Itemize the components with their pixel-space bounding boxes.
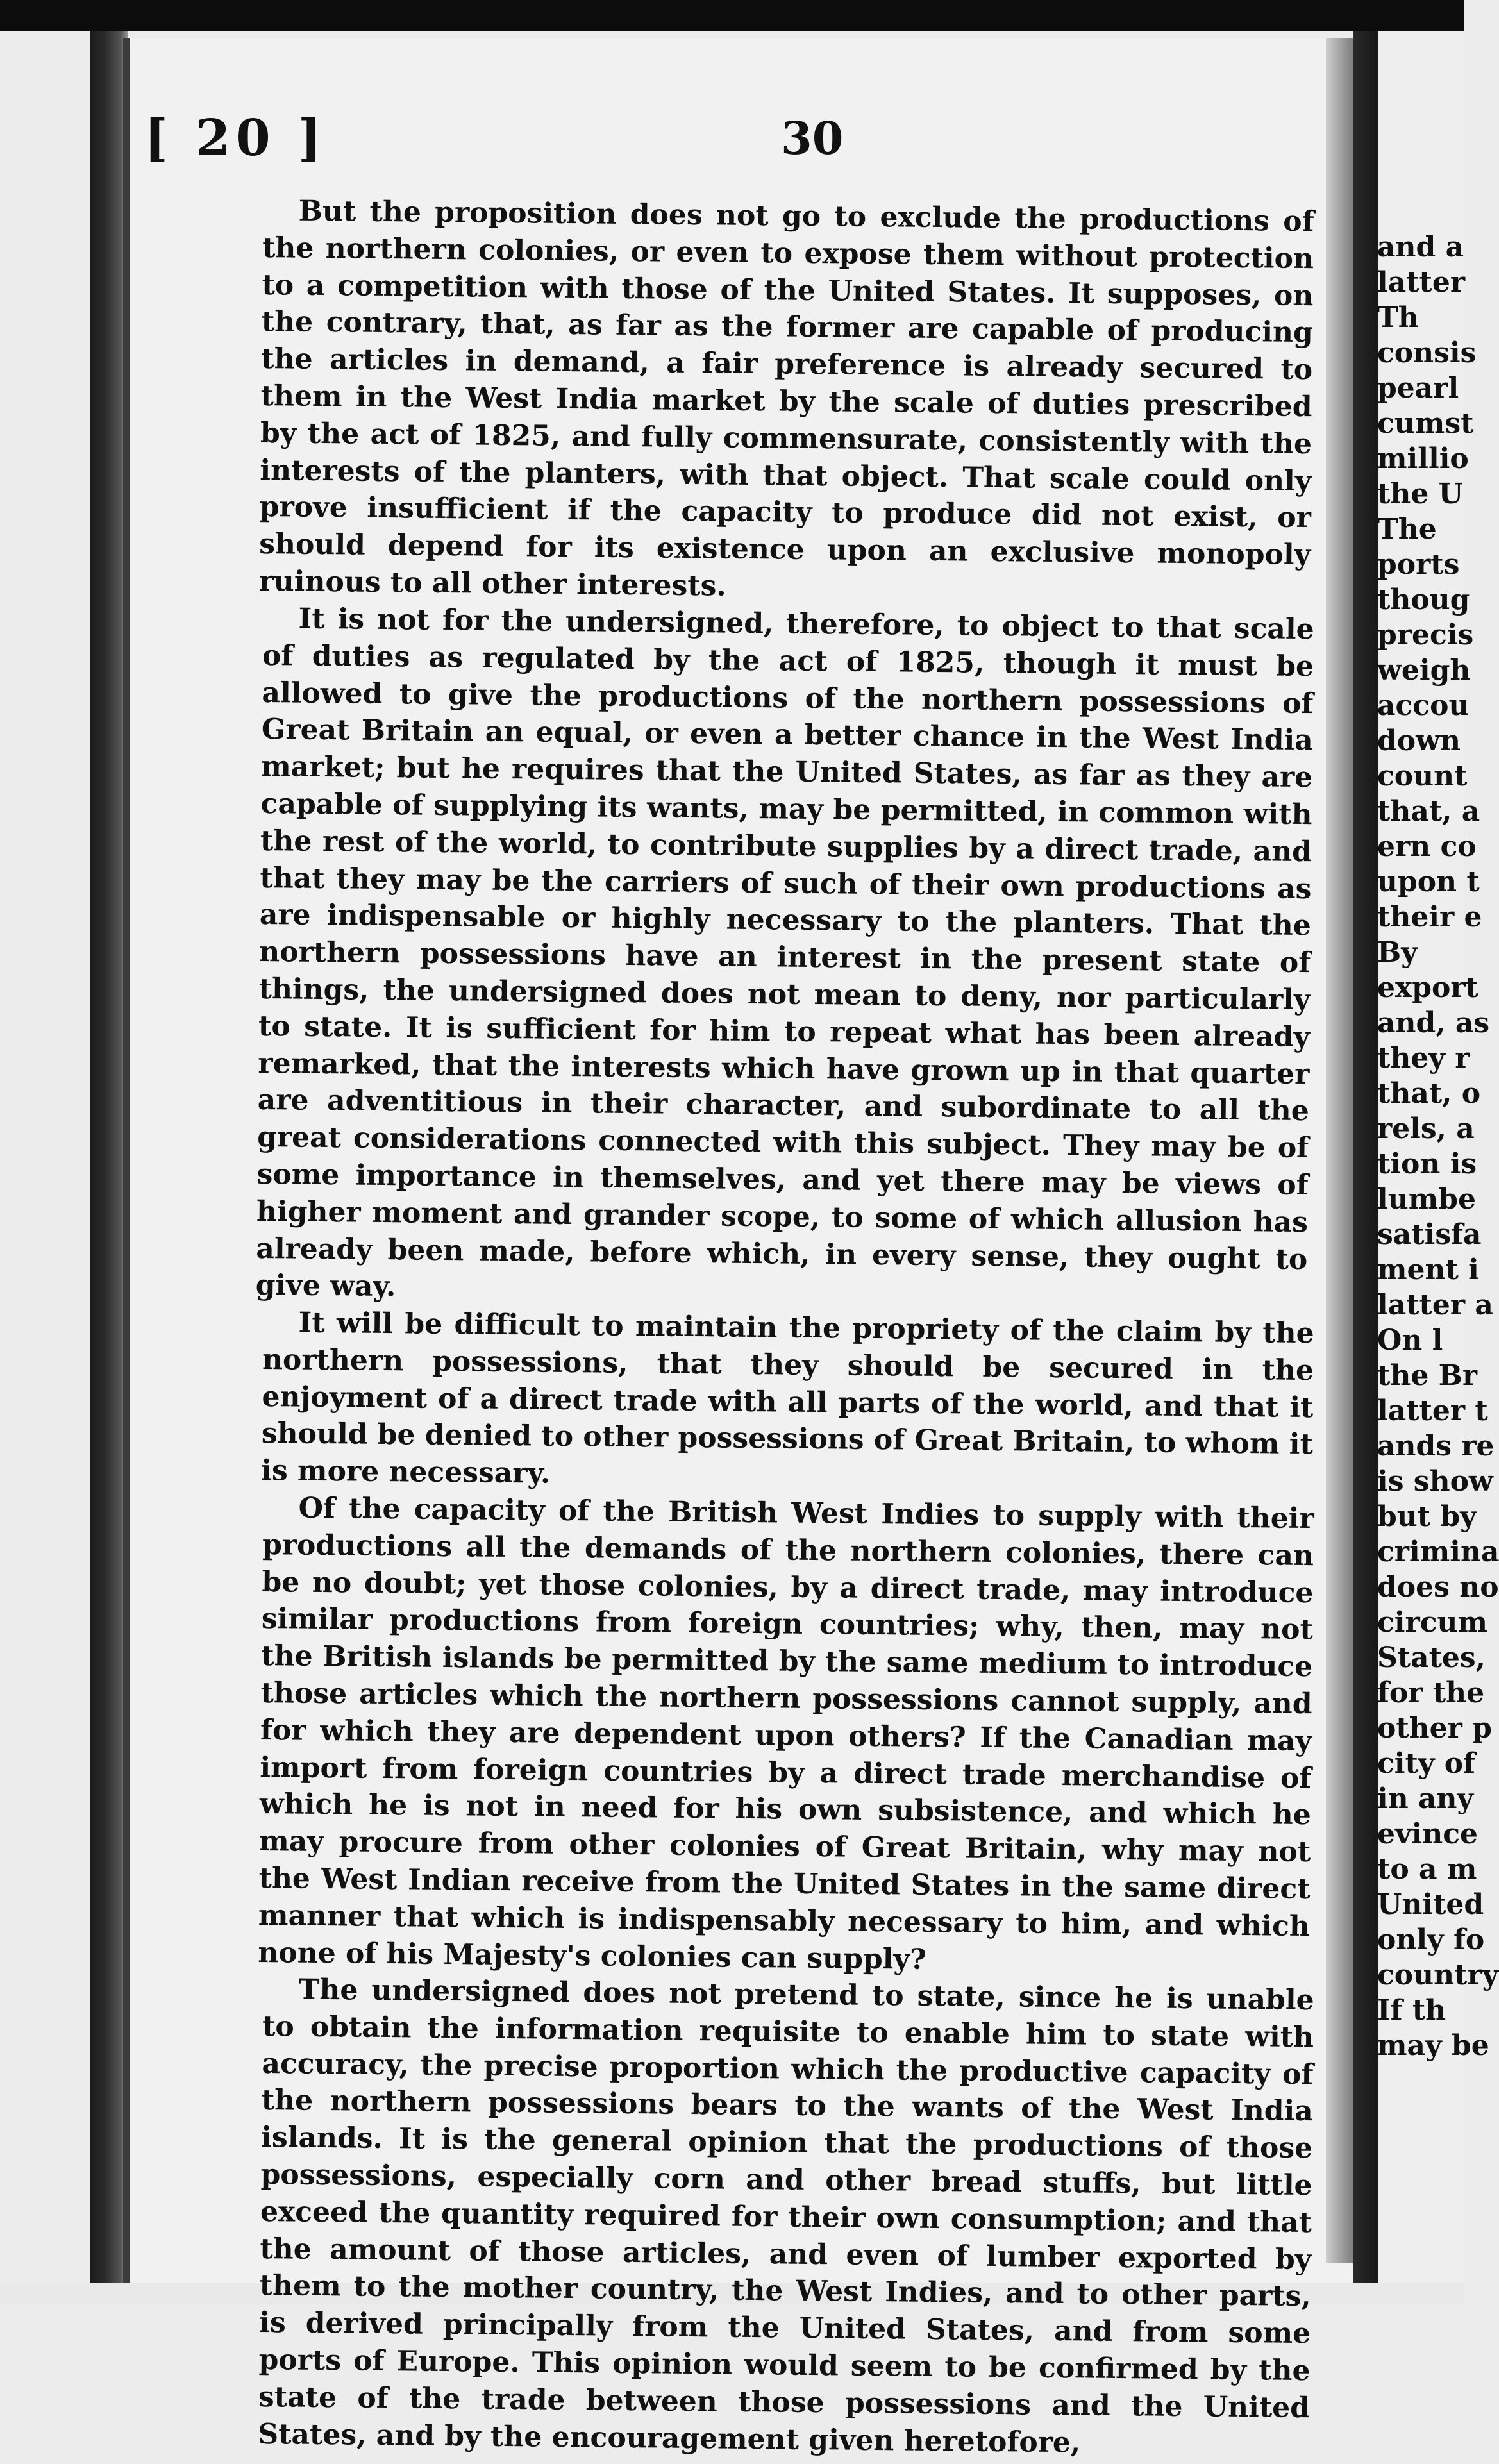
facing-page-line: for the — [1377, 1677, 1485, 1709]
facing-page-line: country — [1377, 1959, 1499, 1991]
facing-page-line: States, — [1377, 1641, 1486, 1674]
facing-page-line: circum — [1377, 1606, 1488, 1639]
facing-page-line: pearl — [1377, 372, 1459, 405]
facing-page-line: to a m — [1377, 1853, 1477, 1886]
facing-page-line: cumst — [1377, 407, 1474, 440]
facing-page-line: ands re — [1377, 1430, 1495, 1462]
facing-page-line: city of — [1377, 1747, 1475, 1780]
facing-page-line: they r — [1377, 1042, 1470, 1075]
page-edge — [123, 38, 130, 2283]
facing-page-line: By — [1377, 936, 1418, 969]
facing-page-line: the U — [1377, 478, 1463, 510]
facing-page-line: crimina — [1377, 1536, 1499, 1568]
facing-page-line: may be — [1377, 2029, 1489, 2062]
facing-page-line: their e — [1377, 901, 1482, 934]
facing-page-line: ment i — [1377, 1253, 1479, 1286]
facing-page-line: other p — [1377, 1712, 1492, 1745]
body-text — [255, 192, 1314, 2460]
paragraph: It is not for the undersigned, therefore, to object to that scale of duties as regulated by the act of 1825, though it must be allowed to give the productions of the northern possessions of Great Britain an equal, or even a better chance in the West India market; but he requires that the United States, as far as they are capable of supplying its wants, may be permitted, in common with the rest of the world, to contribute supplies by a direct trade, and that they may be the carriers of such of their own productions as are indispensable or highly necessary to the planters. That the northern possessions have an interest in the present state of things, the undersigned does not mean to deny, nor particularly to state. It is sufficient for him to repeat what has been already remarked, that the interests which have grown up in that quarter are adventitious in their character, and subordinate to all the great considerations connected with this subject. They may be of some importance in themselves, and yet there may be views of higher moment and grander scope, to some of which allusion has already been made, before which, in every sense, they ought to give way. — [255, 602, 1314, 1303]
facing-page-line: ports — [1377, 548, 1460, 581]
paragraph: But the proposition does not go to exclude the productions of the northern colonies, or even to expose them without protection to a competition with those of the United States. It supposes, on the contrary, that, as far as the former are capable of producing the articles in demand, a fair preference is already secured to them in the West India market by the scale of duties prescribed by the act of 1825, and fully commensurate, consistently with the interests of the planters, with that object. That scale could only prove insufficient if the capacity to produce did not exist, or should depend for its existence upon an exclusive monopoly ruinous to all other interests. — [258, 194, 1314, 603]
facing-page-line: weigh — [1377, 654, 1471, 687]
facing-page-line: lumbe — [1377, 1183, 1477, 1216]
facing-page-line: only fo — [1377, 1923, 1485, 1956]
facing-page-line: Th — [1377, 301, 1419, 334]
facing-page-line: in any — [1377, 1782, 1474, 1815]
facing-page-line: consis — [1377, 337, 1477, 369]
facing-page-line: On l — [1377, 1324, 1443, 1357]
facing-page-line: and a — [1377, 231, 1464, 264]
facing-page-line: satisfa — [1377, 1218, 1482, 1251]
facing-page-line: latter t — [1377, 1395, 1488, 1427]
facing-page-line: that, o — [1377, 1077, 1481, 1110]
scan-border-top — [0, 0, 1464, 31]
page-number: 30 — [781, 112, 844, 165]
facing-page-line: accou — [1377, 689, 1470, 722]
facing-page-line: evince — [1377, 1818, 1478, 1850]
facing-page-line: count — [1377, 760, 1468, 792]
paragraph: Of the capacity of the British West Indies to supply with their productions all the demands of the northern colonies, there can be no doubt; yet those colonies, by a direct trade, may introduce similar productions from foreign countries; why, then, may not the British islands be permitted by the same medium to introduce those articles which the northern possessions cannot supply, and for which they are dependent upon others? If the Canadian may import from foreign countries by a direct trade merchandise of which he is not in need for his own subsistence, and which he may procure from other colonies of Great Britain, why may not the West Indian receive from the United States in the same direct manner that which is indispensably necessary to him, and which none of his Majesty's colonies can supply? — [258, 1491, 1314, 1976]
binding-gutter-left — [90, 31, 128, 2294]
facing-page-line: that, a — [1377, 795, 1480, 828]
facing-page-line: tion is — [1377, 1148, 1477, 1180]
paragraph: It will be difficult to maintain the propriety of the claim by the northern possessions, that they should be secured in the enjoyment of a direct trade with all parts of the world, and that it should be denied to other possessions of Great Britain, to whom it is more necessary. — [261, 1306, 1314, 1490]
facing-page-line: precis — [1377, 619, 1474, 651]
facing-page-line: export — [1377, 971, 1478, 1004]
facing-page-line: United — [1377, 1888, 1484, 1921]
facing-page-line: but by — [1377, 1500, 1477, 1533]
paragraph: The undersigned does not pretend to state, since he is unable to obtain the information requisite to enable him to state with accuracy, the precise proportion which the productive capacity of the northern possessions bears to the wants of the West India islands. It is the general opinion that the productions of those possessions, especially corn and other bread stuffs, but little exceed the quantity required for their own consumption; and that the amount of those articles, and even of lumber exported by them to the mother country, the West Indies, and to other parts, is derived principally from the United States, and from some ports of Europe. This opinion would seem to be confirmed by the state of the trade between those possessions and the United States, and by the encouragement given heretofore, — [258, 1973, 1314, 2460]
facing-page-line: The — [1377, 513, 1437, 546]
facing-page-line: is show — [1377, 1465, 1493, 1498]
facing-page-line: upon t — [1377, 866, 1480, 898]
facing-page-line: millio — [1377, 442, 1469, 475]
facing-page-line: latter — [1377, 266, 1466, 299]
facing-page-line: latter a — [1377, 1289, 1493, 1321]
facing-page-line: rels, a — [1377, 1112, 1475, 1145]
facing-page-text — [1377, 230, 1499, 2063]
facing-page-line: If th — [1377, 1994, 1446, 2027]
bracketed-page-number: [ 20 ] — [144, 109, 327, 167]
facing-page-line: the Br — [1377, 1359, 1477, 1392]
facing-page-line: down — [1377, 725, 1461, 757]
facing-page-line: thoug — [1377, 583, 1470, 616]
facing-page-line: ern co — [1377, 830, 1477, 863]
facing-page-line: and, as — [1377, 1007, 1490, 1039]
facing-page-line: does no — [1377, 1571, 1499, 1604]
